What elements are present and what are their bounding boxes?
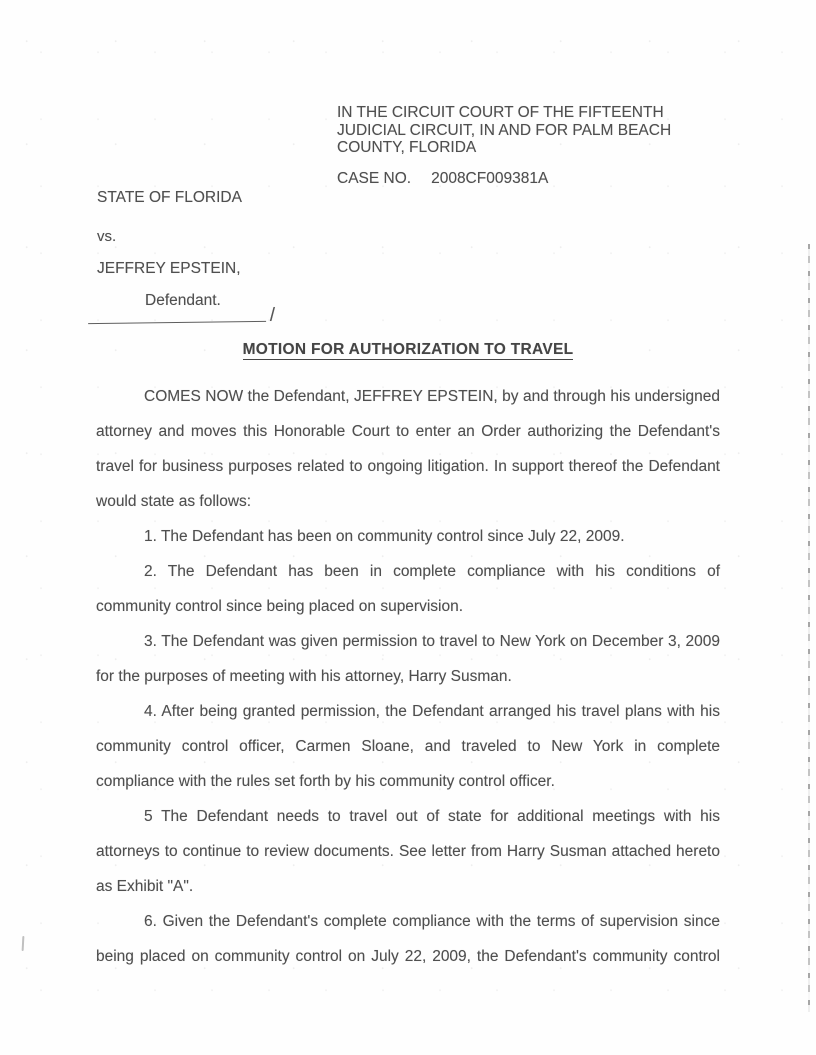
body-line: for the purposes of meeting with his attorney, Harry Susman. (96, 668, 512, 685)
body-line: attorney and moves this Honorable Court to enter an Order authorizing the Defendant's (96, 423, 720, 440)
body-line: attorneys to continue to review documents. See letter from Harry Susman attached hereto (96, 843, 720, 860)
caption-defendant-name: JEFFREY EPSTEIN, (97, 260, 241, 277)
court-header-line-2: JUDICIAL CIRCUIT, IN AND FOR PALM BEACH (337, 121, 672, 139)
document-body (96, 379, 720, 974)
court-header-line-3: COUNTY, FLORIDA (337, 139, 477, 156)
caption-defendant-role: Defendant. (145, 292, 221, 309)
case-number-line (337, 170, 548, 188)
body-line: 3. The Defendant was given permission to travel to New York on December 3, 2009 (144, 633, 720, 650)
body-line: travel for business purposes related to ongoing litigation. In support thereof the Defendant (96, 458, 720, 475)
body-line: being placed on community control on July 22, 2009, the Defendant's community control (96, 948, 720, 965)
caption-versus: vs. (97, 228, 117, 245)
numbered-item-4 (96, 694, 720, 799)
body-line: 5 The Defendant needs to travel out of state for additional meetings with his (144, 808, 720, 825)
intro-paragraph (96, 379, 720, 519)
case-number-label: CASE NO. (337, 170, 412, 187)
document-title (0, 341, 816, 359)
caption-signature-rule (88, 303, 276, 326)
scan-artifact-left-mark (22, 936, 25, 951)
body-line: compliance with the rules set forth by his community control officer. (96, 773, 555, 790)
numbered-item-3 (96, 624, 720, 694)
body-line: community control officer, Carmen Sloane, and traveled to New York in complete (96, 738, 720, 755)
numbered-item-1 (96, 519, 720, 554)
numbered-item-5 (96, 799, 720, 904)
body-line: community control since being placed on supervision. (96, 598, 464, 615)
caption-rule-slash: / (269, 304, 276, 326)
numbered-item-2 (96, 554, 720, 624)
case-number-value: 2008CF009381A (431, 170, 549, 187)
court-header (337, 104, 697, 157)
document-title-text: MOTION FOR AUTHORIZATION TO TRAVEL (242, 341, 574, 358)
body-line: 2. The Defendant has been in complete compliance with his conditions of (144, 563, 720, 580)
body-line: 6. Given the Defendant's complete compliance with the terms of supervision since (144, 913, 720, 930)
body-line: 1. The Defendant has been on community control since July 22, 2009. (144, 528, 625, 545)
body-line: as Exhibit "A". (96, 878, 194, 895)
caption-plaintiff: STATE OF FLORIDA (97, 189, 242, 206)
body-line: COMES NOW the Defendant, JEFFREY EPSTEIN, by and through his undersigned (144, 388, 720, 405)
scan-artifact-right-line (808, 244, 810, 1012)
court-header-line-1: IN THE CIRCUIT COURT OF THE FIFTEENTH (337, 104, 664, 121)
body-line: 4. After being granted permission, the Defendant arranged his travel plans with his (144, 703, 720, 720)
numbered-item-6 (96, 904, 720, 974)
body-line: would state as follows: (96, 493, 252, 510)
